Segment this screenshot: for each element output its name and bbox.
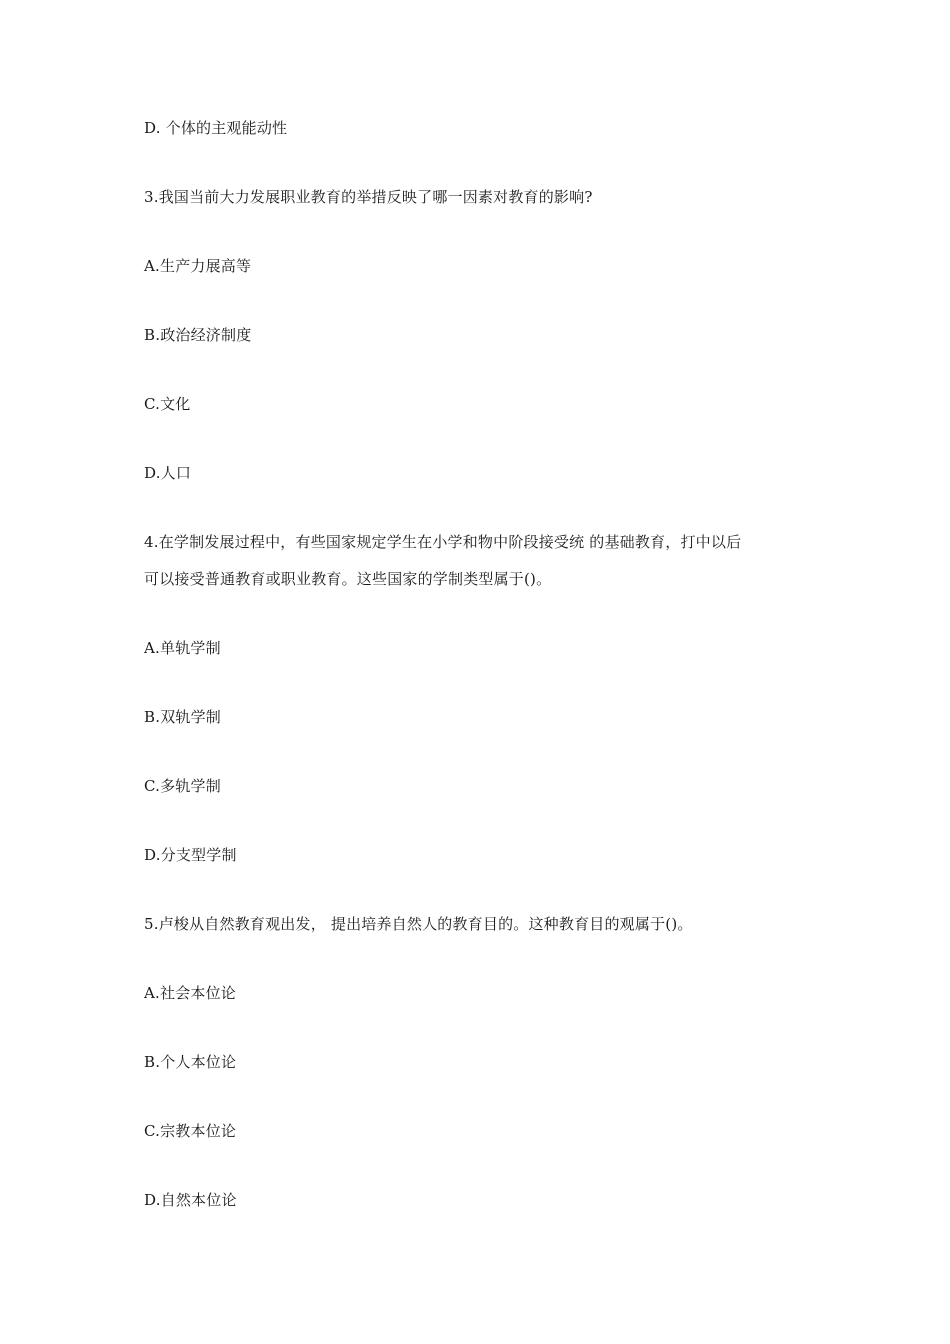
- q5-option-d: D.自然本位论: [144, 1191, 237, 1209]
- q5-option-a: A.社会本位论: [144, 984, 237, 1002]
- q5-option-b: B.个人本位论: [144, 1053, 237, 1071]
- q5-option-c: C.宗教本位论: [144, 1122, 237, 1140]
- q4-option-a: A.单轨学制: [144, 639, 221, 657]
- q3-option-d: D.人口: [144, 464, 192, 482]
- q3-question: 3.我国当前大力发展职业教育的举措反映了哪一因素对教育的影响?: [144, 188, 593, 206]
- q4-question-line-1: 4.在学制发展过程中，有些国家规定学生在小学和物中阶段接受统 的基础教育，打中以后: [144, 533, 742, 551]
- q3-option-c: C.文化: [144, 395, 191, 413]
- q5-question: 5.卢梭从自然教育观出发， 提出培养自然人的教育目的。这种教育目的观属于()。: [144, 915, 693, 933]
- q2-option-d: D. 个体的主观能动性: [144, 119, 288, 137]
- q3-option-a: A.生产力展高等: [144, 257, 252, 275]
- q3-option-b: B.政治经济制度: [144, 326, 252, 344]
- q4-option-b: B.双轨学制: [144, 708, 221, 726]
- q4-option-c: C.多轨学制: [144, 777, 221, 795]
- q4-option-d: D.分支型学制: [144, 846, 237, 864]
- q4-question-line-2: 可以接受普通教育或职业教育。这些国家的学制类型属于()。: [144, 570, 552, 588]
